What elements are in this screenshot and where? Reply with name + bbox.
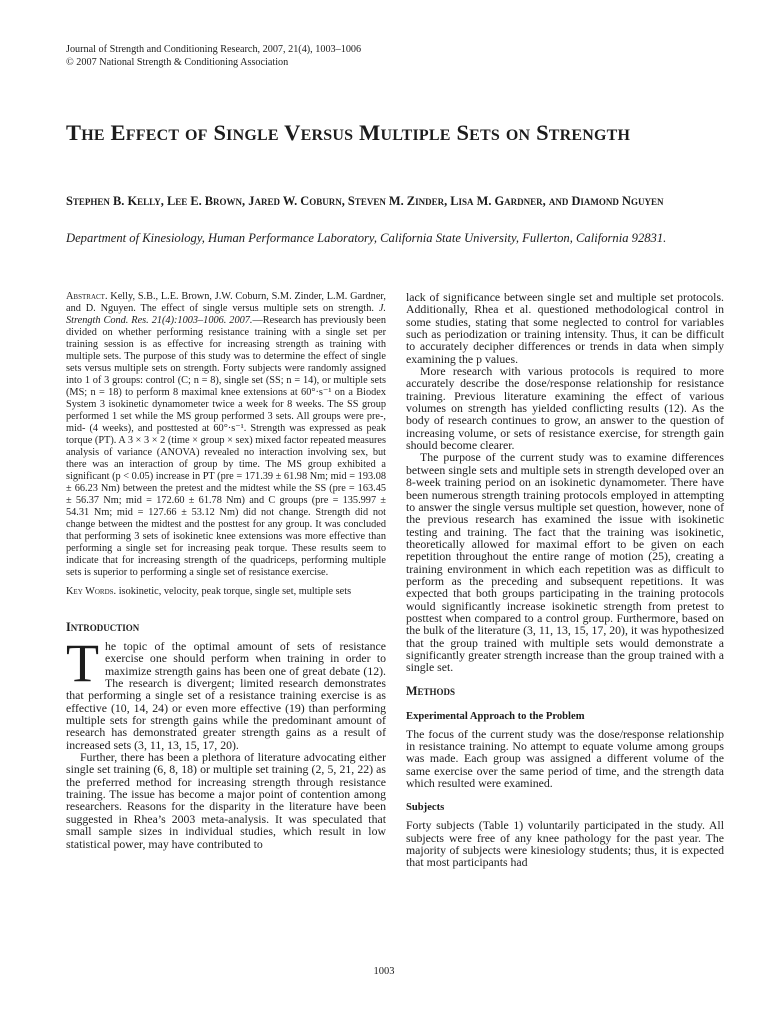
page-number: 1003 [373,966,395,977]
methods-paragraph-1: The focus of the current study was the dose/response relationship in resistance training. No attempt to equate volume among groups was made. Each group was assigned a different volume of the same exercise over the same period of time, and the strength data which resulted were examined. [406,726,724,791]
introduction-heading: Introduction [66,620,140,634]
introduction-paragraph-1-text: he topic of the optimal amount of sets of resistance exercise one should perform when training in order to maximize strength gains has been one of great debate (12). The research is divergent; limited research demonstrates that performing a single set of a resistance training exercise is as effective (10, 14, 24) or even more effective (19) than performing multiple sets for strength gains while the predominant amount of research has demonstrated greater strength gains as a result of increased sets (3, 11, 13, 15, 17, 20). [66,639,386,752]
key-words-label: Key Words. [66,586,117,597]
abstract-text: —Research has previously been divided on whether performing resistance training with a single set per training session is as effective for increasing strength as training with multiple sets. The purpose of this study was to determine the effect of single sets versus multiple sets on strength. Forty subjects were randomly assigned into 1 of 3 groups: control (C; n = 8), single set (SS; n = 14), or multiple sets (MS; n = 18) to perform 8 maximal knee extensions at 60°·s⁻¹ on a Biodex System 3 isokinetic dynamometer twice a week for 8 weeks. The SS group performed 1 set while the MS group performed 3 sets. All groups were pre-, mid- (4 weeks), and posttested at 60°·s⁻¹. Strength was expressed as peak torque (PT). A 3 × 3 × 2 (time × group × sex) mixed factor repeated measures analysis of variance (ANOVA) revealed no interaction involving sex, but there was an interaction of group by time. The MS group exhibited a significant (p < 0.05) increase in PT (pre = 171.39 ± 61.98 Nm; mid = 193.08 ± 66.23 Nm) between the pretest and the midtest while the SS (pre = 163.45 ± 56.37 Nm; mid = 172.60 ± 61.78 Nm) and C groups (pre = 135.997 ± 54.31 Nm; mid = 127.66 ± 53.12 Nm) did not change. Strength did not change between the midtest and the posttest for any group. It was concluded that performing 3 sets of isokinetic knee extensions was more effective than performing a single set for increasing peak torque. These results seem to indicate that for increasing strength of the quadriceps, performing multiple sets is superior to performing a single set of resistance exercise. [66,315,386,578]
abstract-citation-authors: Kelly, S.B., L.E. Brown, J.W. Coburn, S.M. Zinder, L.M. Gardner, and D. Nguyen. The effect of single versus multiple sets on strength. [66,291,386,314]
methods-paragraph-2: Forty subjects (Table 1) voluntarily participated in the study. All subjects were free of any knee pathology for the past year. The majority of subjects were kinesiology students; thus, it is expected that most participants had [406,818,724,870]
introduction-paragraph-5: The purpose of the current study was to examine differences between single sets and multiple sets in strength developed over an 8-week training period on an isokinetic dynamometer. There have been numerous strength training protocols employed in attempting to answer the single versus multiple set question, however, none of the previous research has examined the issue with isokinetic testing and training. The fact that the training was isokinetic, theoretically allowed for maximal effort to be given on each repetition throughout the entire range of motion (25), creating a training environment in which each repetition was as difficult to perform as the preceding and subsequent repetitions. It was expected that both groups participating in the training protocols would significantly increase isokinetic strength from pretest to posttest when compared to a control group. Furthermore, based on the bulk of the literature (3, 11, 13, 15, 17, 20), it was hypothesized that the group trained with multiple sets would demonstrate a significantly greater strength increase than the group trained with a single set. [406,450,724,675]
experimental-approach-subheading: Experimental Approach to the Problem [406,710,585,722]
introduction-paragraph-2: Further, there has been a plethora of literature advocating either single set training (6, 8, 18) or multiple set training (2, 5, 21, 22) as the preferred method for increasing strength through resistance training. The issue has become a major point of contention among researchers. Reasons for the disparity in the literature have been suggested in Rhea’s 2003 meta-analysis. It was speculated that small sample sizes in individual studies, which result in low statistical power, may have contributed to [66,750,386,851]
key-words [66,586,386,598]
abstract-citation-journal: J. Strength Cond. Res. 21(4):1003–1006. 2007. [66,303,386,326]
introduction-paragraph-1 [66,633,386,752]
introduction-paragraph-4: More research with various protocols is required to more accurately describe the dose/response relationship for resistance training. Previous literature examining the effect of various volumes on strength has yielded conflicting results (12). As the body of research continues to grow, an answer to the question of increasing volume, or sets of resistance exercise, for strength gain should become clearer. [406,364,724,453]
methods-heading: Methods [406,683,456,698]
subjects-subheading: Subjects [406,802,445,814]
drop-cap: T [66,633,99,693]
copyright-notice: © 2007 National Strength & Conditioning Association [66,57,289,68]
left-column [66,291,386,850]
journal-header [66,43,361,69]
author-list: Stephen B. Kelly, Lee E. Brown, Jared W. Coburn, Steven M. Zinder, Lisa M. Gardner, and Diamond Nguyen [66,194,664,208]
affiliation: Department of Kinesiology, Human Performance Laboratory, California State University, Fullerton, California 92831. [66,231,667,245]
abstract-label: Abstract. [66,291,108,302]
right-column [406,291,724,869]
introduction-paragraph-3: lack of significance between single set and multiple set protocols. Additionally, Rhea et al. questioned methodological control in some studies, stating that some neglected to control for variables such as periodization or training intensity. Thus, it can be difficult to accurately decipher differences or trends in data when simply examining the p values. [406,290,724,366]
article-title: The Effect of Single Versus Multiple Sets on Strength [66,120,631,145]
key-words-text: isokinetic, velocity, peak torque, single set, multiple sets [116,586,352,597]
journal-citation: Journal of Strength and Conditioning Research, 2007, 21(4), 1003–1006 [66,44,362,55]
abstract [66,291,386,579]
